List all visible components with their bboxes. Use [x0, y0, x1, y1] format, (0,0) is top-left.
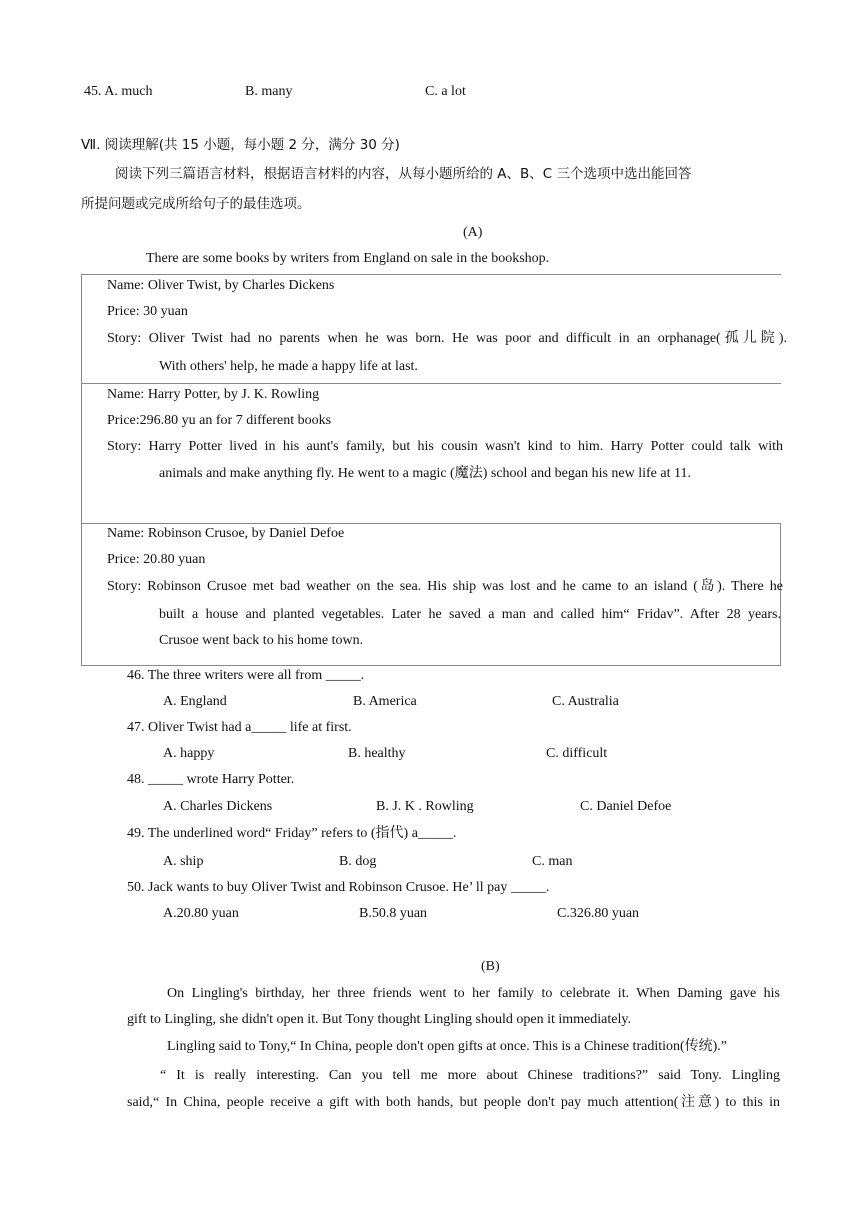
passage-a-label: (A): [463, 225, 483, 240]
instruction-line-2: 所提问题或完成所给句子的最佳选项。: [81, 196, 311, 212]
book-card-oliver-twist: [81, 274, 787, 384]
book-story-line-1: Story: Robinson Crusoe met bad weather on the sea. His ship was lost and he came to an island (岛). There he: [107, 579, 783, 594]
question-46: 46. The three writers were all from _____.: [127, 668, 365, 683]
q50-option-c: C.326.80 yuan: [557, 906, 640, 921]
instruction-line-1: 阅读下列三篇语言材料，根据语言材料的内容，从每小题所给的 A、B、C 三个选项中选出能回答: [115, 166, 692, 182]
book-story-line-2: animals and make anything fly. He went to a magic (魔法) school and began his new life at 11.: [159, 466, 691, 481]
book-story-line-1: Story: Oliver Twist had no parents when he was born. He was poor and difficult in an orphanage(孤儿院).: [107, 331, 787, 346]
book-card-robinson-crusoe: [81, 523, 781, 666]
q45-option-c: C. a lot: [425, 84, 466, 99]
book-story-line-2: With others' help, he made a happy life at last.: [159, 359, 418, 374]
question-49: 49. The underlined word“ Friday” refers to (指代) a_____.: [127, 826, 457, 841]
q47-option-c: C. difficult: [546, 746, 608, 761]
passage-b-p1-line-2: gift to Lingling, she didn't open it. But Tony thought Lingling should open it immediately.: [127, 1012, 631, 1027]
q46-option-b: B. America: [353, 694, 417, 709]
q45-option-a: 45. A. much: [84, 84, 153, 99]
q46-option-c: C. Australia: [552, 694, 619, 709]
q48-option-c: C. Daniel Defoe: [580, 799, 672, 814]
book-name: Name: Harry Potter, by J. K. Rowling: [107, 387, 320, 402]
q47-option-b: B. healthy: [348, 746, 406, 761]
q45-option-b: B. many: [245, 84, 293, 99]
book-price: Price:296.80 yu an for 7 different books: [107, 413, 332, 428]
question-48: 48. _____ wrote Harry Potter.: [127, 772, 295, 787]
q48-option-b: B. J. K . Rowling: [376, 799, 474, 814]
q49-option-b: B. dog: [339, 854, 377, 869]
book-story-line-1: Story: Harry Potter lived in his aunt's family, but his cousin wasn't kind to him. Harry Potter could talk with: [107, 439, 783, 454]
question-50: 50. Jack wants to buy Oliver Twist and Robinson Crusoe. He’ ll pay _____.: [127, 880, 550, 895]
q46-option-a: A. England: [163, 694, 227, 709]
q49-option-c: C. man: [532, 854, 573, 869]
passage-b-p3-line-1: “ It is really interesting. Can you tell me more about Chinese traditions?” said Tony. Lingling: [160, 1068, 780, 1083]
book-story-line-2: built a house and planted vegetables. Later he saved a man and called him“ Fridav”. After 28 years.: [159, 607, 781, 622]
passage-a-intro: There are some books by writers from England on sale in the bookshop.: [146, 251, 550, 266]
book-price: Price: 30 yuan: [107, 304, 188, 319]
q47-option-a: A. happy: [163, 746, 215, 761]
passage-b-label: (B): [481, 959, 500, 974]
passage-b-p2-line-1: Lingling said to Tony,“ In China, people don't open gifts at once. This is a Chinese tradition(传统).”: [167, 1039, 728, 1054]
book-price: Price: 20.80 yuan: [107, 552, 206, 567]
book-name: Name: Oliver Twist, by Charles Dickens: [107, 278, 335, 293]
passage-b-p1-line-1: On Lingling's birthday, her three friends went to her family to celebrate it. When Daming gave his: [167, 986, 780, 1001]
q50-option-b: B.50.8 yuan: [359, 906, 428, 921]
book-name: Name: Robinson Crusoe, by Daniel Defoe: [107, 526, 345, 541]
book-card-harry-potter: [81, 383, 781, 524]
section-heading: Ⅶ. 阅读理解(共 15 小题，每小题 2 分，满分 30 分): [81, 137, 400, 153]
q48-option-a: A. Charles Dickens: [163, 799, 273, 814]
q50-option-a: A.20.80 yuan: [163, 906, 239, 921]
q49-option-a: A. ship: [163, 854, 204, 869]
question-47: 47. Oliver Twist had a_____ life at first.: [127, 720, 352, 735]
book-story-line-3: Crusoe went back to his home town.: [159, 633, 364, 648]
passage-b-p3-line-2: said,“ In China, people receive a gift with both hands, but people don't pay much attention(注意) to this in: [127, 1095, 780, 1110]
